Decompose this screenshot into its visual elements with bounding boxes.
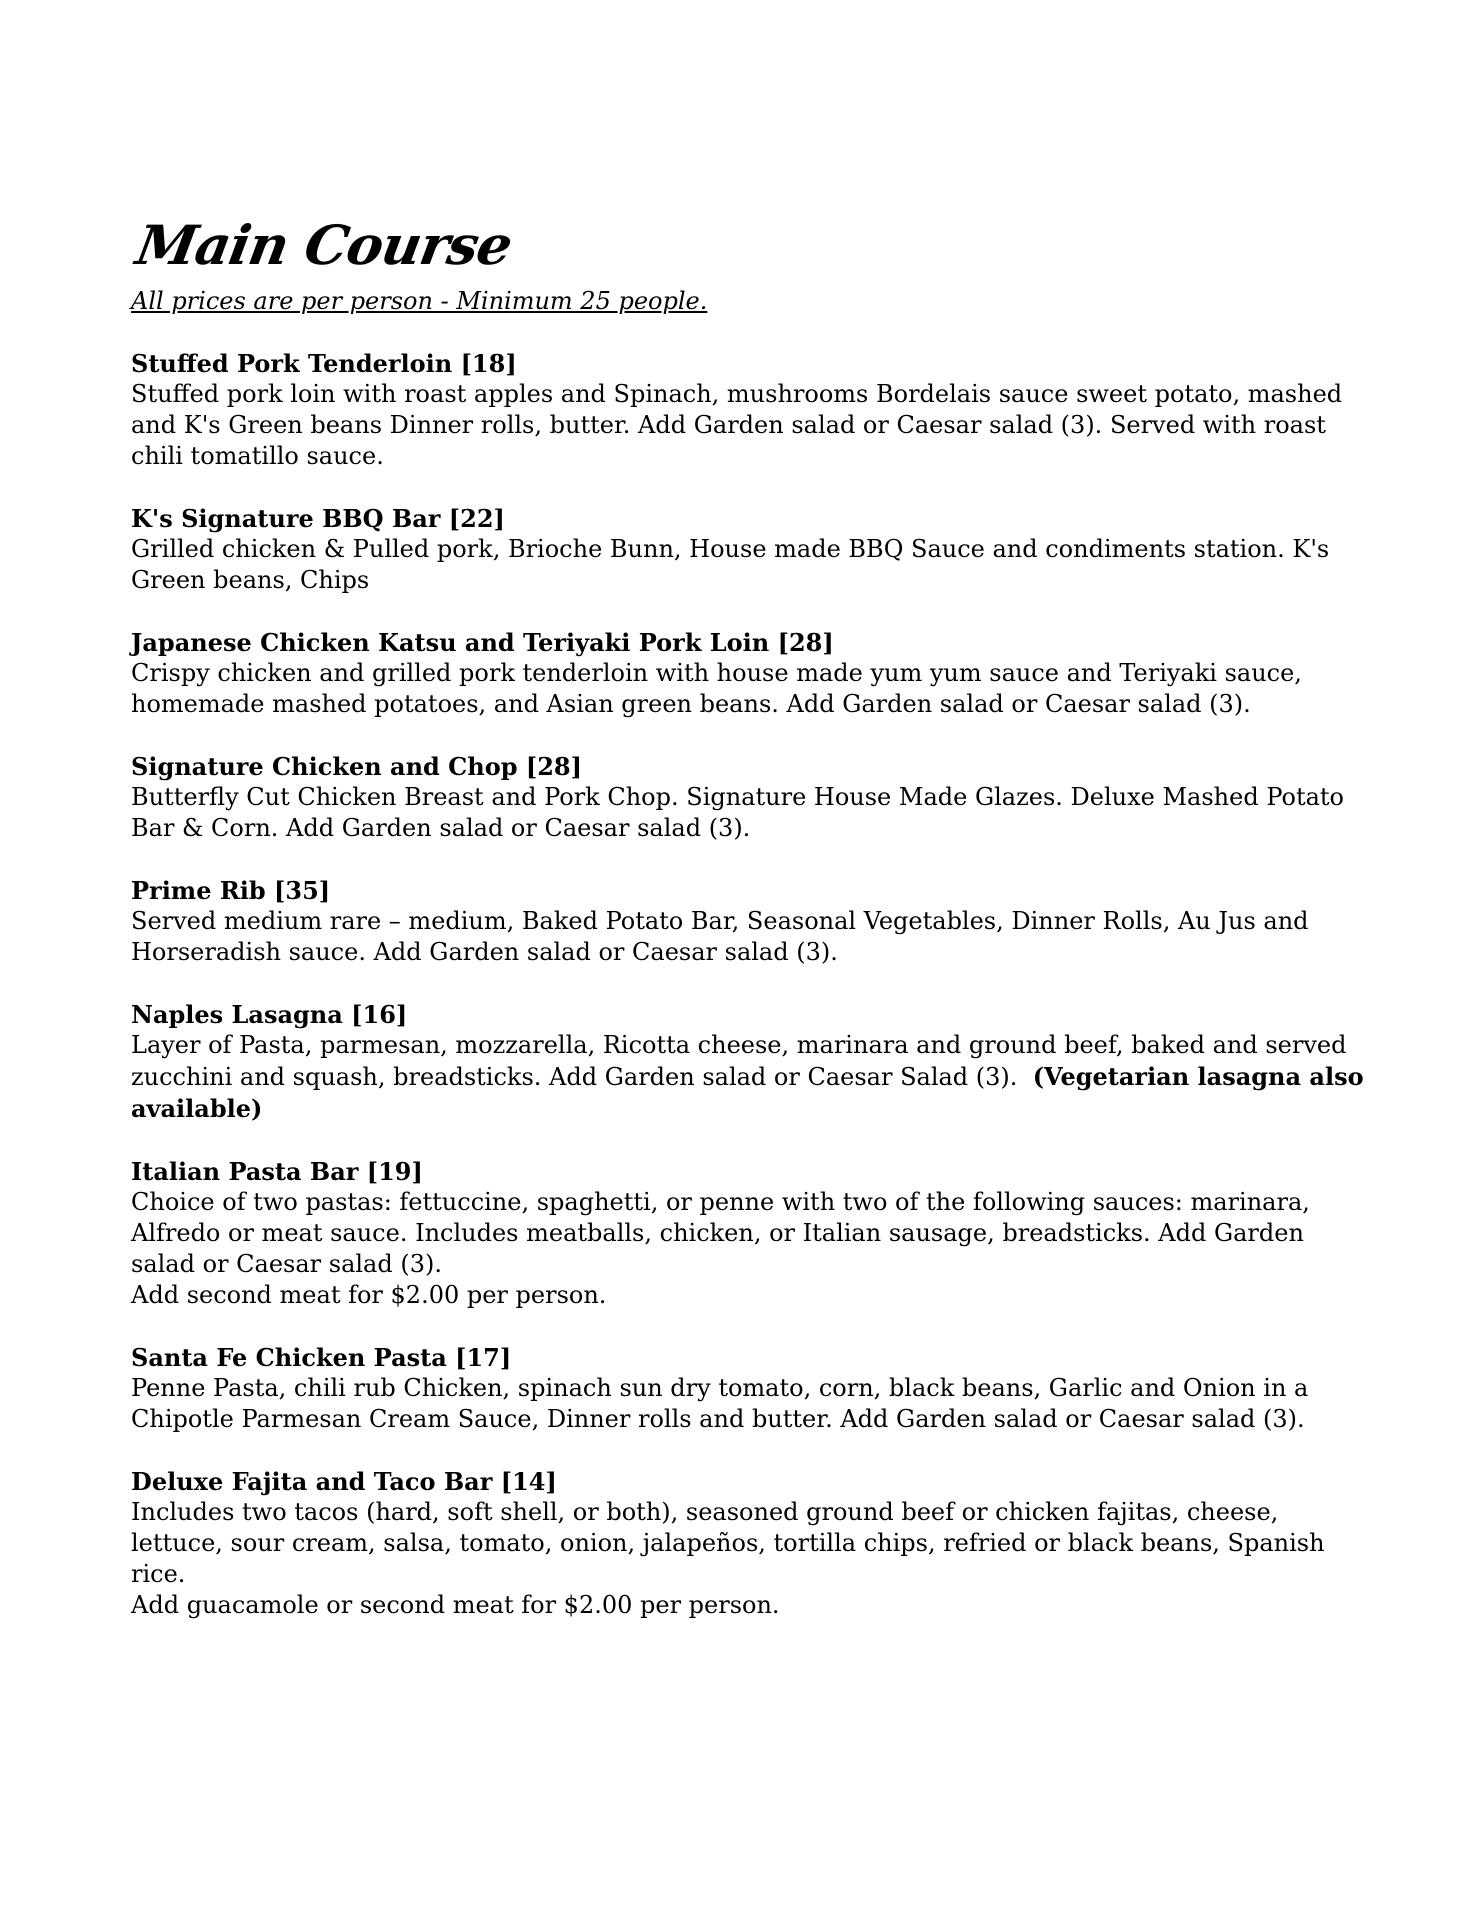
menu-item-name: Italian Pasta Bar [19] xyxy=(131,1157,423,1186)
menu-page xyxy=(131,210,1371,1652)
menu-item-description: Layer of Pasta, parmesan, mozzarella, Ricotta cheese, marinara and ground beef, baked and served zucchini and squash, breadsticks. Add Garden salad or Caesar Salad (3). (Vegetarian lasagna also available) xyxy=(131,1031,1364,1123)
page-subtitle: All prices are per person - Minimum 25 people. xyxy=(131,287,708,315)
menu-item xyxy=(131,999,1371,1125)
menu-item xyxy=(131,875,1371,968)
menu-item-name: Santa Fe Chicken Pasta [17] xyxy=(131,1343,512,1372)
menu-item xyxy=(131,751,1371,844)
menu-item xyxy=(131,1466,1371,1621)
menu-item-name: Prime Rib [35] xyxy=(131,876,331,905)
page-title: Main Course xyxy=(131,213,517,277)
menu-item-description: Butterfly Cut Chicken Breast and Pork Chop. Signature House Made Glazes. Deluxe Mashed Potato Bar & Corn. Add Garden salad or Caesar salad (3). xyxy=(131,783,1345,842)
menu-item-description: Choice of two pastas: fettuccine, spaghetti, or penne with two of the following sauces: marinara, Alfredo or meat sauce. Includes meatballs, chicken, or Italian sausage, breadsticks. Add Garden salad or Caesar salad (3). xyxy=(131,1188,1310,1278)
menu-item-description: Includes two tacos (hard, soft shell, or both), seasoned ground beef or chicken fajitas, cheese, lettuce, sour cream, salsa, tomato, onion, jalapeños, tortilla chips, refried or black beans, Spanish rice. xyxy=(131,1498,1325,1588)
menu-item xyxy=(131,627,1371,720)
menu-item-description: Grilled chicken & Pulled pork, Brioche Bunn, House made BBQ Sauce and condiments station. K's Green beans, Chips xyxy=(131,535,1330,594)
menu-item-name: Deluxe Fajita and Taco Bar [14] xyxy=(131,1467,557,1496)
menu-item-description: Served medium rare – medium, Baked Potato Bar, Seasonal Vegetables, Dinner Rolls, Au Jus and Horseradish sauce. Add Garden salad or Caesar salad (3). xyxy=(131,907,1309,966)
menu-item xyxy=(131,348,1371,472)
menu-item-extra: Add guacamole or second meat for $2.00 per person. xyxy=(131,1591,780,1619)
menu-item-description: Crispy chicken and grilled pork tenderloin with house made yum yum sauce and Teriyaki sauce, homemade mashed potatoes, and Asian green beans. Add Garden salad or Caesar salad (3). xyxy=(131,659,1302,718)
menu-item-name: K's Signature BBQ Bar [22] xyxy=(131,504,505,533)
menu-item xyxy=(131,1342,1371,1435)
menu-item-name: Signature Chicken and Chop [28] xyxy=(131,752,582,781)
menu-item-name: Naples Lasagna [16] xyxy=(131,1000,408,1029)
menu-item-description: Stuffed pork loin with roast apples and Spinach, mushrooms Bordelais sauce sweet potato, mashed and K's Green beans Dinner rolls, butter. Add Garden salad or Caesar salad (3). Served with roast chili tomatillo sauce. xyxy=(131,380,1343,470)
menu-item-note: (Vegetarian lasagna also available) xyxy=(131,1062,1364,1123)
menu-item-description: Penne Pasta, chili rub Chicken, spinach sun dry tomato, corn, black beans, Garlic and Onion in a Chipotle Parmesan Cream Sauce, Dinner rolls and butter. Add Garden salad or Caesar salad (3). xyxy=(131,1374,1309,1433)
menu-item-name: Stuffed Pork Tenderloin [18] xyxy=(131,349,517,378)
menu-item xyxy=(131,1156,1371,1311)
menu-item-extra: Add second meat for $2.00 per person. xyxy=(131,1281,607,1309)
menu-item xyxy=(131,503,1371,596)
menu-item-name: Japanese Chicken Katsu and Teriyaki Pork Loin [28] xyxy=(131,628,834,657)
